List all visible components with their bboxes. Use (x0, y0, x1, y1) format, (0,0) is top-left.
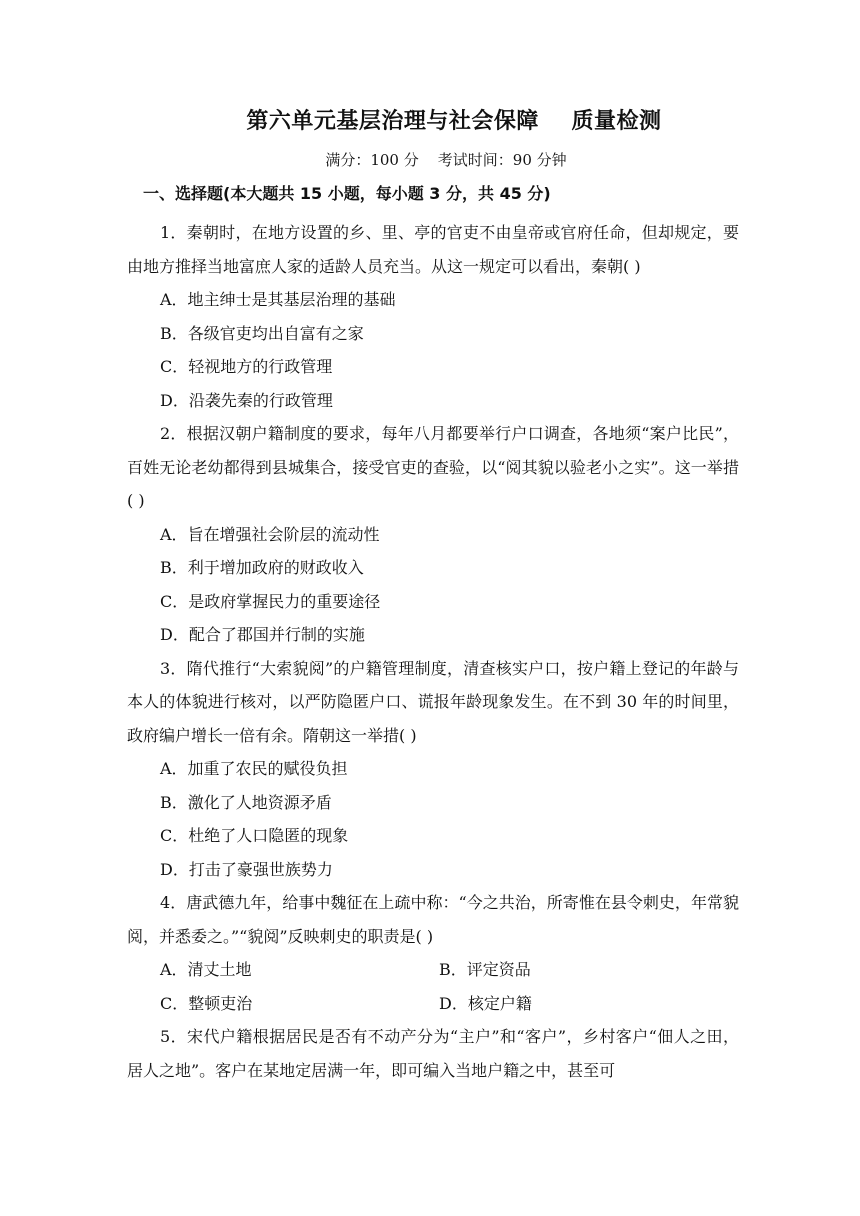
question-5 (127, 1020, 739, 1087)
option-row (127, 953, 739, 987)
option-b: B．各级官吏均出自富有之家 (160, 323, 364, 343)
question-stem: 5．宋代户籍根据居民是否有不动产分为“主户”和“客户”，乡村客户“佃人之田，居人之地”。客户在某地定居满一年，即可编入当地户籍之中，甚至可 (127, 1027, 739, 1080)
option-row (127, 987, 739, 1021)
option-d: D．打击了豪强世族势力 (160, 859, 333, 879)
exam-info: 满分：100 分 考试时间：90 分钟 (325, 151, 567, 169)
option-c: C．轻视地方的行政管理 (160, 357, 333, 376)
question-3 (127, 652, 739, 887)
option-a: A．旨在增强社会阶层的流动性 (160, 524, 380, 544)
option-d: D．沿袭先秦的行政管理 (160, 390, 333, 410)
question-2 (127, 417, 739, 652)
option-a: A．地主绅士是其基层治理的基础 (160, 290, 396, 309)
question-stem: 4．唐武德九年，给事中魏征在上疏中称：“今之共治，所寄惟在县令刺史，年常貌阅，并悉委之。”“貌阅”反映刺史的职责是( ) (127, 893, 739, 946)
option-b: B．利于增加政府的财政收入 (160, 558, 364, 577)
option-d: D．核定户籍 (439, 993, 532, 1013)
option-b: B．激化了人地资源矛盾 (160, 792, 332, 812)
option-c: C．整顿吏治 (160, 993, 253, 1013)
option-a: A．加重了农民的赋役负担 (160, 759, 348, 778)
question-stem: 2．根据汉朝户籍制度的要求，每年八月都要举行户口调查，各地须“案户比民”，百姓无论老幼都得到县城集合，接受官吏的查验，以“阅其貌以验老小之实”。这一举措( ) (127, 424, 739, 510)
question-1 (127, 216, 739, 417)
option-c: C．杜绝了人口隐匿的现象 (160, 826, 349, 845)
question-list (127, 216, 739, 1087)
section-heading: 一、选择题(本大题共 15 小题，每小题 3 分，共 45 分) (143, 184, 551, 203)
question-4 (127, 886, 739, 1020)
option-c: C．是政府掌握民力的重要途径 (160, 591, 381, 611)
option-a: A．清丈土地 (160, 960, 252, 979)
page-title: 第六单元基层治理与社会保障 质量检测 (246, 109, 662, 134)
question-stem: 1．秦朝时，在地方设置的乡、里、亭的官吏不由皇帝或官府任命，但却规定，要由地方推择当地富庶人家的适龄人员充当。从这一规定可以看出，秦朝( ) (127, 223, 739, 276)
option-b: B．评定资品 (439, 960, 531, 979)
option-d: D．配合了郡国并行制的实施 (160, 625, 365, 644)
question-stem: 3．隋代推行“大索貌阅”的户籍管理制度，清查核实户口，按户籍上登记的年龄与本人的体貌进行核对，以严防隐匿户口、谎报年龄现象发生。在不到 30 年的时间里，政府编户增长一倍有余。隋朝这一举措( ) (127, 658, 739, 745)
